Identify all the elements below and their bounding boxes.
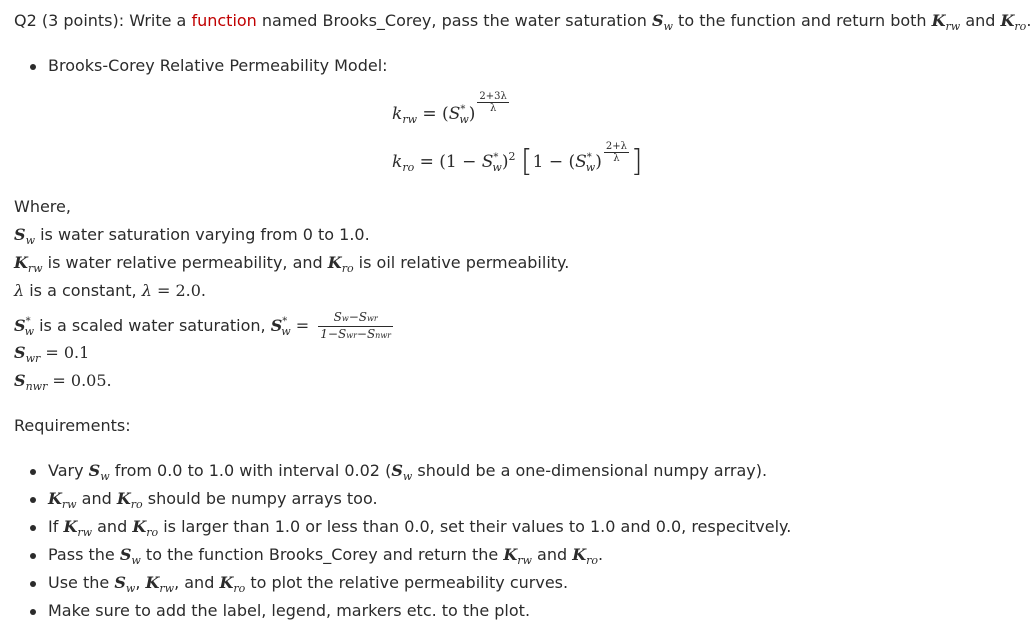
definition-krw-kro: $K_{rw}$ is water relative permeability, and $K_{ro}$ is oil relative permeability.	[14, 253, 570, 275]
sw-symbol: $S_w$	[651, 11, 673, 33]
question-and: and	[960, 11, 1001, 30]
question-end: .	[1026, 11, 1032, 30]
requirement-4: Pass the $S_w$ to the function Brooks_Corey and return the $K_{rw}$ and $K_{ro}$.	[48, 544, 603, 568]
sw-star-fraction: $\frac{\text{Sw−Swr}}{\text{1−Swr−Snwr}}$	[320, 310, 391, 341]
exponent-krw: $\frac{2+3\lambda}{\lambda}$	[479, 91, 507, 114]
question-line	[14, 10, 1031, 34]
definition-sw: $S_w$ is water saturation varying from 0 to 1.0.	[14, 225, 370, 247]
model-bullet	[48, 55, 388, 77]
requirements-heading: Requirements:	[14, 416, 131, 435]
requirement-3: If $K_{rw}$ and $K_{ro}$ is larger than 1.0 or less than 0.0, set their values to 1.0 and 0.0, respecitvely.	[48, 516, 791, 540]
equation-krw: $k_{rw} = (S^*_w)$ $\frac{2+3\lambda}{\lambda}$	[392, 91, 507, 126]
where-label: Where,	[14, 197, 71, 216]
requirement-1: Vary $S_w$ from 0.0 to 1.0 with interval 0.02 ($S_w$ should be a one-dimensional numpy array).	[48, 460, 767, 484]
equation-kro: $k_{ro} = (1 - S^*_w)^2$ [$1 - (S^*_w)$ $\frac{2+\lambda}{\lambda}$ ]	[392, 141, 643, 179]
requirement-6: Make sure to add the label, legend, markers etc. to the plot.	[48, 600, 530, 622]
exponent-kro: $\frac{2+\lambda}{\lambda}$	[605, 141, 627, 164]
krw-symbol: $K_{rw}$	[931, 11, 961, 33]
definition-sw-star: $S^*_w$ is a scaled water saturation, $S^*_w$ = $\frac{\text{Sw−Swr}}{\text{1−Swr−Snwr}}$	[14, 310, 391, 341]
function-link[interactable]: function	[191, 11, 257, 30]
definition-snwr: $S_{nwr} = 0.05$.	[14, 371, 112, 393]
definition-lambda: λ is a constant, λ = 2.0.	[14, 281, 206, 300]
kro-symbol: $K_{ro}$	[1000, 11, 1027, 33]
requirement-2: $K_{rw}$ and $K_{ro}$ should be numpy arrays too.	[48, 488, 378, 512]
question-mid2: to the function and return both	[672, 11, 932, 30]
requirement-5: Use the $S_w$, $K_{rw}$, and $K_{ro}$ to plot the relative permeability curves.	[48, 572, 568, 596]
question-intro: Q2 (3 points): Write a	[14, 11, 192, 30]
definition-swr: $S_{wr} = 0.1$	[14, 343, 90, 365]
question-middle: named Brooks_Corey, pass the water saturation	[256, 11, 652, 30]
bullet-dot	[30, 64, 36, 70]
model-bullet-text: Brooks-Corey Relative Permeability Model:	[48, 56, 388, 75]
